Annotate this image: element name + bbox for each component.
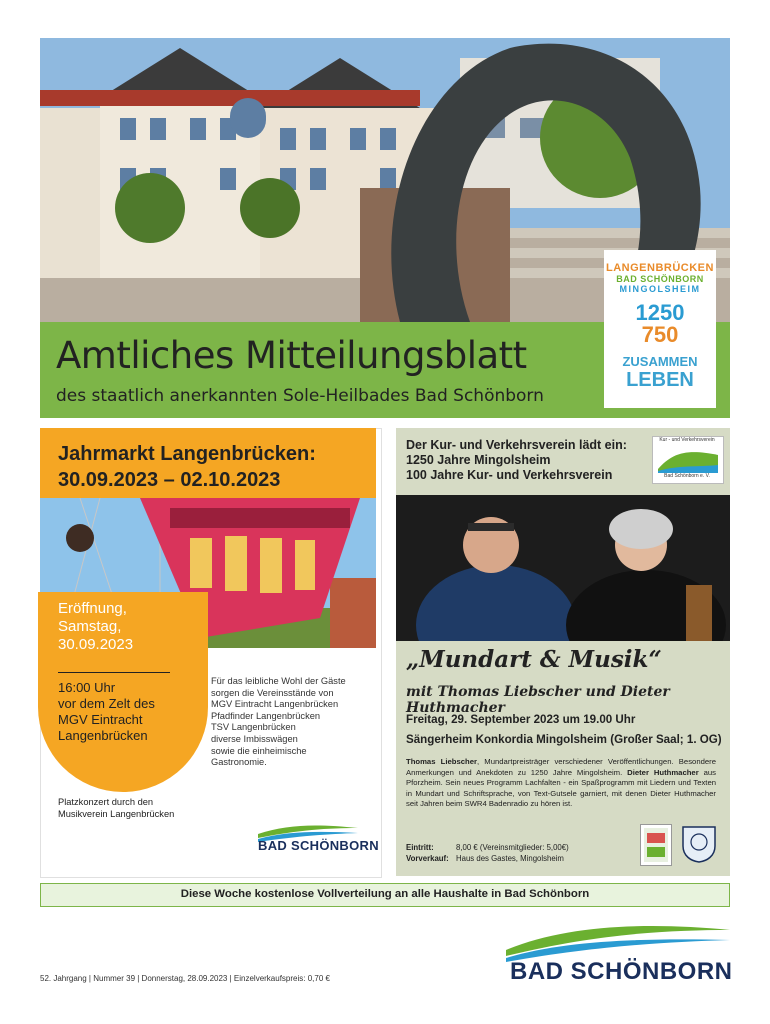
- food-line: Gastronomie.: [211, 757, 267, 768]
- kurverein-logo-bottom: Bad Schönborn e. V.: [664, 473, 710, 479]
- presale-label: Vorverkauf:: [406, 854, 449, 863]
- invite-line1: Der Kur- und Verkehrsverein lädt ein:: [406, 438, 627, 452]
- anniversary-leben: LEBEN: [626, 369, 694, 391]
- anniversary-number-1250: 1250: [635, 300, 685, 325]
- anniversary-logo-line1: LANGENBRÜCKEN: [606, 262, 714, 274]
- issue-info: 52. Jahrgang | Nummer 39 | Donnerstag, 28.09.2023 | Einzelverkaufspreis: 0,70 €: [40, 974, 330, 983]
- mundart-title: „Mundart & Musik“: [406, 646, 662, 673]
- invite-line3: 100 Jahre Kur- und Verkehrsverein: [406, 468, 613, 482]
- opening-info: [58, 600, 133, 654]
- mingolsheim-emblem: [640, 824, 672, 866]
- distribution-banner-text: Diese Woche kostenlose Vollverteilung an alle Haushalte in Bad Schönborn: [180, 888, 590, 900]
- jahrmarkt-title-line2: 30.09.2023 – 02.10.2023: [58, 469, 281, 491]
- food-line: Für das leibliche Wohl der Gäste: [211, 676, 346, 686]
- opening-time-line2: vor dem Zelt des: [58, 696, 155, 711]
- entry-label: Eintritt:: [406, 843, 434, 852]
- opening-line3: 30.09.2023: [58, 636, 134, 653]
- food-line: sowie die einheimische: [211, 745, 307, 756]
- food-stalls-text: [211, 676, 371, 769]
- opening-time-line1: 16:00 Uhr: [58, 680, 116, 695]
- bad-schoenborn-wordmark-small: BAD SCHÖNBORN: [258, 838, 379, 853]
- anniversary-logo-line3: MINGOLSHEIM: [619, 284, 701, 294]
- entry-value: 8,00 € (Vereinsmitglieder: 5,00€): [456, 843, 569, 852]
- anniversary-number-750: 750: [641, 322, 679, 347]
- food-line: diverse Imbisswägen: [211, 733, 298, 744]
- opening-time-line4: Langenbrücken: [58, 728, 148, 743]
- description-part1: , Mundartpreisträger verschiedener Veröffentlichungen. Besondere Anmerkungen und Anekdoten zu 1250 Jahre Mingolsheim.: [406, 757, 716, 777]
- performers-photo: [396, 495, 730, 641]
- event-date: Freitag, 29. September 2023 um 19.00 Uhr: [406, 713, 636, 726]
- konkordia-emblem: [680, 824, 718, 864]
- opening-line1: Eröffnung,: [58, 600, 127, 617]
- mundart-invite: [406, 438, 646, 483]
- opening-line2: Samstag,: [58, 618, 122, 635]
- food-line: Pfadfinder Langenbrücken: [211, 710, 321, 721]
- mundart-subtitle: mit Thomas Liebscher und Dieter Huthmacher: [406, 684, 670, 716]
- opening-time-line3: MGV Eintracht: [58, 712, 143, 727]
- jahrmarkt-title: [58, 441, 316, 493]
- kurverein-logo-top: Kur - und Verkehrsverein: [659, 437, 715, 443]
- performer-name-1: Thomas Liebscher: [406, 757, 477, 766]
- anniversary-logo: [604, 250, 716, 408]
- food-line: TSV Langenbrücken: [211, 722, 296, 733]
- page-title: Amtliches Mitteilungsblatt: [56, 334, 527, 377]
- concert-line1: Platzkonzert durch den: [58, 797, 154, 807]
- page-subtitle: des staatlich anerkannten Sole-Heilbades Bad Schönborn: [56, 386, 544, 406]
- description-part2: aus Pforzheim. Sein neues Programm Lachfalten - ein Spaßprogramm mit Liedern und Texten in Mundart und Schriftsprache, von Text-Gutsele garniert, mit denen Dieter Huthmacher seit Jahren beim SWR4 Badenradio zu hören ist.: [406, 767, 717, 809]
- event-venue: Sängerheim Konkordia Mingolsheim (Großer Saal; 1. OG): [406, 733, 722, 746]
- performer-name-2: Dieter Huthmacher: [627, 767, 699, 777]
- anniversary-logo-line2: BAD SCHÖNBORN: [616, 274, 704, 284]
- opening-divider: [58, 672, 170, 673]
- anniversary-zusammen: ZUSAMMEN: [622, 354, 698, 369]
- event-description: [406, 757, 716, 810]
- invite-line2: 1250 Jahre Mingolsheim: [406, 453, 551, 467]
- bad-schoenborn-wordmark: BAD SCHÖNBORN: [510, 958, 733, 985]
- food-line: MGV Eintracht Langenbrücken: [211, 699, 339, 710]
- food-line: sorgen die Vereinsstände von: [211, 687, 334, 698]
- concert-info: [58, 797, 174, 820]
- opening-time: [58, 680, 155, 744]
- entry-info: [406, 842, 569, 864]
- concert-line2: Musikverein Langenbrücken: [58, 808, 175, 819]
- jahrmarkt-title-line1: Jahrmarkt Langenbrücken:: [58, 443, 316, 465]
- presale-value: Haus des Gastes, Mingolsheim: [456, 854, 564, 863]
